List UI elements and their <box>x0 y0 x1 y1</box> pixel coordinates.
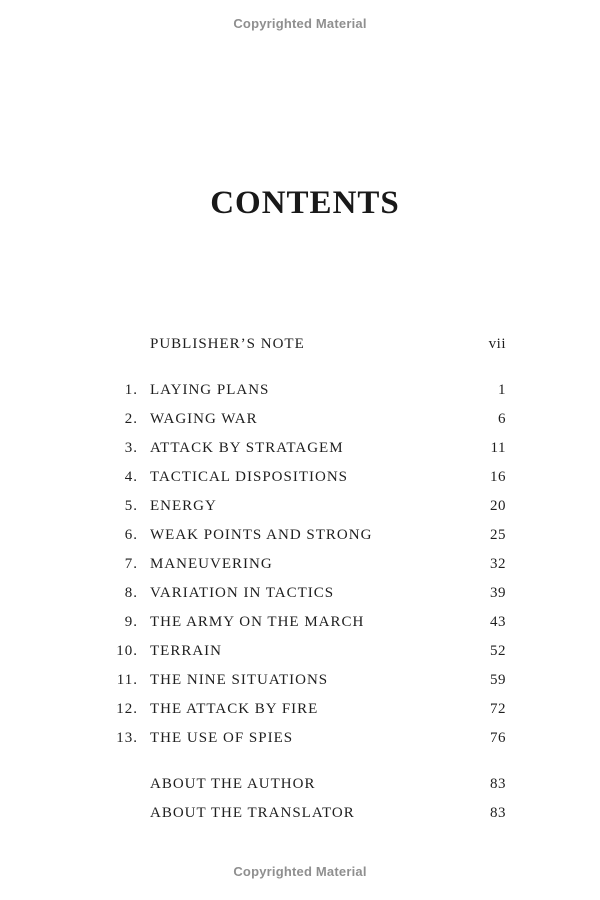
chapter-number: 9. <box>124 614 138 630</box>
entry-title: WAGING WAR <box>150 411 258 427</box>
entry-title: WEAK POINTS AND STRONG <box>150 527 373 543</box>
toc-entry <box>100 463 506 492</box>
entry-title: ATTACK BY STRATAGEM <box>150 440 344 456</box>
page-number: 83 <box>490 805 506 821</box>
page-number: 1 <box>498 382 506 398</box>
toc-entry <box>100 376 506 405</box>
toc-entry <box>100 521 506 550</box>
back-matter-group <box>100 770 506 828</box>
page-number: 83 <box>490 776 506 792</box>
front-matter-group <box>100 330 506 359</box>
toc-entry <box>100 608 506 637</box>
entry-title: LAYING PLANS <box>150 382 270 398</box>
page-number: 43 <box>490 614 506 630</box>
entry-title: TERRAIN <box>150 643 222 659</box>
chapter-number: 8. <box>124 585 138 601</box>
chapter-number: 3. <box>124 440 138 456</box>
copyright-notice-bottom: Copyrighted Material <box>233 864 367 879</box>
toc-entry <box>100 492 506 521</box>
entry-title: VARIATION IN TACTICS <box>150 585 335 601</box>
page-number: 32 <box>490 556 506 572</box>
page-number: 52 <box>490 643 506 659</box>
chapter-number: 5. <box>124 498 138 514</box>
entry-title: ENERGY <box>150 498 217 514</box>
toc-entry <box>100 579 506 608</box>
copyright-notice-top: Copyrighted Material <box>233 16 367 31</box>
toc-entry <box>100 666 506 695</box>
entry-title: PUBLISHER’S NOTE <box>150 336 305 352</box>
page-number: 11 <box>490 440 506 456</box>
entry-title: TACTICAL DISPOSITIONS <box>150 469 348 485</box>
page-number: 59 <box>490 672 506 688</box>
chapter-number: 1. <box>124 382 138 398</box>
table-of-contents <box>100 330 506 828</box>
entry-title: THE ARMY ON THE MARCH <box>150 614 365 630</box>
chapters-group <box>100 376 506 753</box>
toc-entry <box>100 799 506 828</box>
toc-entry <box>100 550 506 579</box>
toc-entry <box>100 637 506 666</box>
chapter-number: 13. <box>116 730 138 746</box>
page-number: 16 <box>490 469 506 485</box>
entry-title: THE ATTACK BY FIRE <box>150 701 319 717</box>
page-number: 25 <box>490 527 506 543</box>
page-number: 72 <box>490 701 506 717</box>
toc-entry <box>100 695 506 724</box>
page-number: 6 <box>498 411 506 427</box>
entry-title: MANEUVERING <box>150 556 273 572</box>
chapter-number: 11. <box>116 672 138 688</box>
chapter-number: 7. <box>124 556 138 572</box>
page-number: 20 <box>490 498 506 514</box>
toc-entry <box>100 434 506 463</box>
toc-entry <box>100 330 506 359</box>
page-number: 76 <box>490 730 506 746</box>
toc-entry <box>100 405 506 434</box>
entry-title: ABOUT THE TRANSLATOR <box>150 805 355 821</box>
chapter-number: 2. <box>124 411 138 427</box>
page-number: 39 <box>490 585 506 601</box>
page-number: vii <box>488 336 506 352</box>
toc-entry <box>100 770 506 799</box>
entry-title: THE USE OF SPIES <box>150 730 294 746</box>
entry-title: ABOUT THE AUTHOR <box>150 776 316 792</box>
chapter-number: 6. <box>124 527 138 543</box>
entry-title: THE NINE SITUATIONS <box>150 672 329 688</box>
contents-title: CONTENTS <box>210 185 400 221</box>
chapter-number: 4. <box>124 469 138 485</box>
chapter-number: 12. <box>116 701 138 717</box>
toc-entry <box>100 724 506 753</box>
chapter-number: 10. <box>116 643 138 659</box>
